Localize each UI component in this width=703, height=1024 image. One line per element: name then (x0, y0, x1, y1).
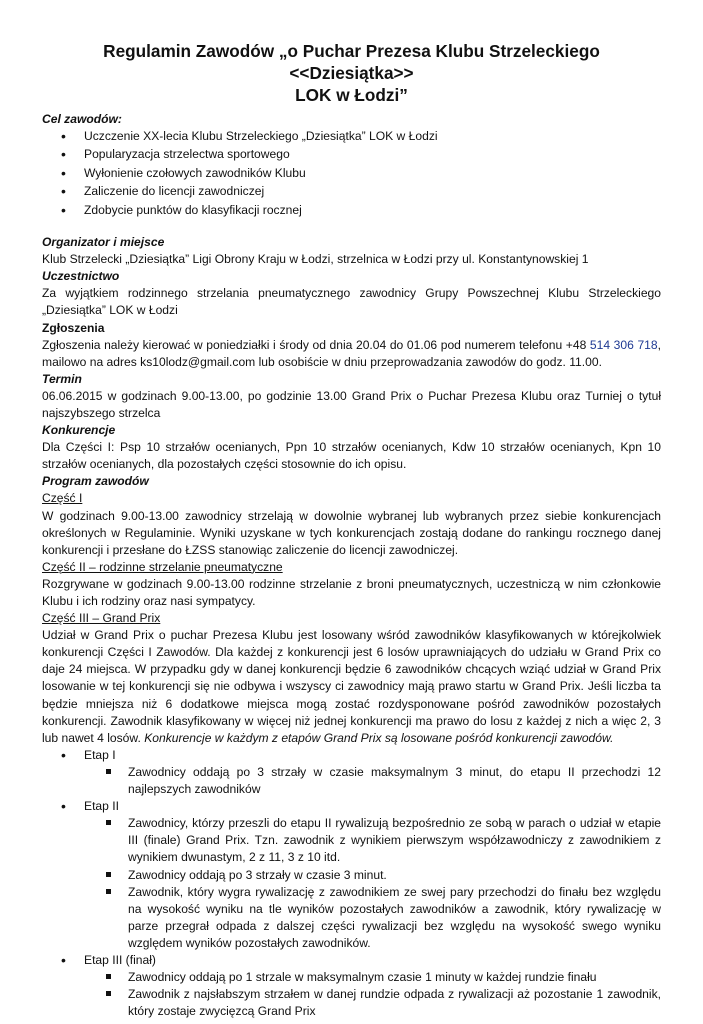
goals-list (42, 128, 661, 219)
phone-number[interactable]: 514 306 718 (589, 337, 658, 352)
stage-rule: Zawodnik, który wygra rywalizację z zawodnikiem ze swej pary przechodzi do finału bez względu na wysokość wyniku na tle wyników pozostałych zawodników a zawodnik, który rywalizację w parze przegrał odpada z dalszej części rywalizacji bez względu na wysokość swego wyniku względem wyników pozostałych zawodników. (84, 884, 661, 952)
goal-item: • Wyłonienie czołowych zawodników Klubu (42, 165, 661, 182)
part1-text: W godzinach 9.00-13.00 zawodnicy strzelają w dowolnie wybranej lub wybranych przez siebie konkurencjach określonych w Regulaminie. Wyniki uzyskane w tych konkurencjach zostają dodane do rankingu rocznego danej konkurencji i przesłane do ŁZSS stanowiąc zaliczenie do licencji zawodniczej. (42, 508, 661, 557)
part1-heading: Część I (42, 491, 83, 506)
registration-text-after: , mailowo na adres ks10lodz@gmail.com lub osobiście w dniu przeprowadzania zawodów do godz. 11.00. (42, 337, 661, 369)
organizer-text: Klub Strzelecki „Dziesiątka” Ligi Obrony Kraju w Łodzi, strzelnica w Łodzi przy ul. Konstantynowskiej 1 (42, 252, 589, 267)
part3-italic-note: Konkurencje w każdym z etapów Grand Prix są losowane pośród konkurencji zawodów. (144, 730, 614, 745)
goal-item: • Popularyzacja strzelectwa sportowego (42, 146, 661, 163)
participation-heading: Uczestnictwo (42, 269, 120, 284)
registration-text (42, 337, 661, 371)
date-text: 06.06.2015 w godzinach 9.00-13.00, po godzinie 13.00 Grand Prix o Puchar Prezesa Klubu oraz Turniej o tytuł najszybszego strzelca (42, 388, 661, 420)
events-text: Dla Części I: Psp 10 strzałów ocenianych, Ppn 10 strzałów ocenianych, Kdw 10 strzałów ocenianych, Kpn 10 strzałów ocenianych, dla pozostałych części stosownie do ich opisu. (42, 440, 661, 472)
title-line-2: LOK w Łodzi” (295, 85, 408, 105)
title-line-1: Regulamin Zawodów „o Puchar Prezesa Klubu Strzeleckiego <<Dziesiątka>> (103, 41, 600, 83)
stage-rule: Zawodnicy, którzy przeszli do etapu II rywalizują bezpośrednio ze sobą w parach o udział w etapie III (finale) Grand Prix. Tzn. zawodnik z wynikiem pierwszym współzawodniczy z zawodnikiem z wynikiem dwunastym, 2 z 11, 3 z 10 itd. (84, 815, 661, 866)
part2-text: Rozgrywane w godzinach 9.00-13.00 rodzinne strzelanie z broni pneumatycznych, uczestniczą w nim członkowie Klubu i ich rodziny oraz nasi sympatycy. (42, 576, 661, 609)
events-heading: Konkurencje (42, 423, 116, 438)
goal-item: • Uczczenie XX-lecia Klubu Strzeleckiego „Dziesiątka” LOK w Łodzi (42, 128, 661, 145)
stage-rules (84, 815, 661, 952)
goals-heading: Cel zawodów: (42, 112, 122, 126)
registration-heading: Zgłoszenia (42, 320, 105, 335)
stage-rule: Zawodnik z najsłabszym strzałem w danej rundzie odpada z rywalizacji aż pozostanie 1 zawodnik, który zostaje zwycięzcą Grand Prix (84, 986, 661, 1020)
stage-rule: Zawodnicy oddają po 1 strzale w maksymalnym czasie 1 minuty w każdej rundzie finału (84, 969, 661, 986)
stage-item (42, 798, 661, 952)
goal-item: • Zdobycie punktów do klasyfikacji rocznej (42, 202, 661, 219)
part3-heading: Część III – Grand Prix (42, 611, 161, 626)
goal-item: • Zaliczenie do licencji zawodniczej (42, 183, 661, 200)
stage-item (42, 747, 661, 798)
document-title (42, 40, 661, 106)
registration-text-before: Zgłoszenia należy kierować w poniedziałki i środy od dnia 20.04 do 01.06 pod numerem telefonu +48 (42, 337, 590, 352)
program-heading: Program zawodów (42, 474, 149, 489)
stages-list (42, 747, 661, 1021)
part3-text (42, 627, 661, 747)
stage-rule: Zawodnicy oddają po 3 strzały w czasie maksymalnym 3 minut, do etapu II przechodzi 12 najlepszych zawodników (84, 764, 661, 798)
organizer-heading: Organizator i miejsce (42, 235, 165, 250)
stage-rules (84, 969, 661, 1020)
stage-label: • Etap III (finał) (84, 952, 156, 967)
stage-rules (84, 764, 661, 798)
part3-body: Udział w Grand Prix o puchar Prezesa Klubu jest losowany wśród zawodników klasyfikowanych w którejkolwiek konkurencji Części I Zawodów. Dla każdej z konkurencji jest 6 losów uprawniających do udziału w Grand Prix co daje 24 miejsca. W przypadku gdy w danej konkurencji będzie 6 zawodników chcących wziąć udział w Grand Prix losowanie w tej konkurencji się nie odbywa i wszyscy ci zawodnicy mają prawo startu w Grand Prix. Jeśli liczba ta będzie mniejsza niż 6 dodatkowe miejsca mogą zostać rozdysponowane pośród zawodników pozostałych konkurencji. Zawodnik klasyfikowany w więcej niż jednej konkurencji ma prawo do losu z każdej z nich a więc 2, 3 lub nawet 4 losów. (42, 628, 661, 745)
date-heading: Termin (42, 371, 82, 386)
stage-label: • Etap II (84, 799, 119, 814)
stage-label: • Etap I (84, 747, 116, 762)
participation-text: Za wyjątkiem rodzinnego strzelania pneumatycznego zawodnicy Grupy Powszechnej Klubu Strzeleckiego „Dziesiątka” LOK w Łodzi (42, 286, 661, 318)
stage-item (42, 952, 661, 1020)
part2-heading: Część II – rodzinne strzelanie pneumatyczne (42, 559, 283, 574)
stage-rule: Zawodnicy oddają po 3 strzały w czasie 3 minut. (84, 867, 661, 884)
